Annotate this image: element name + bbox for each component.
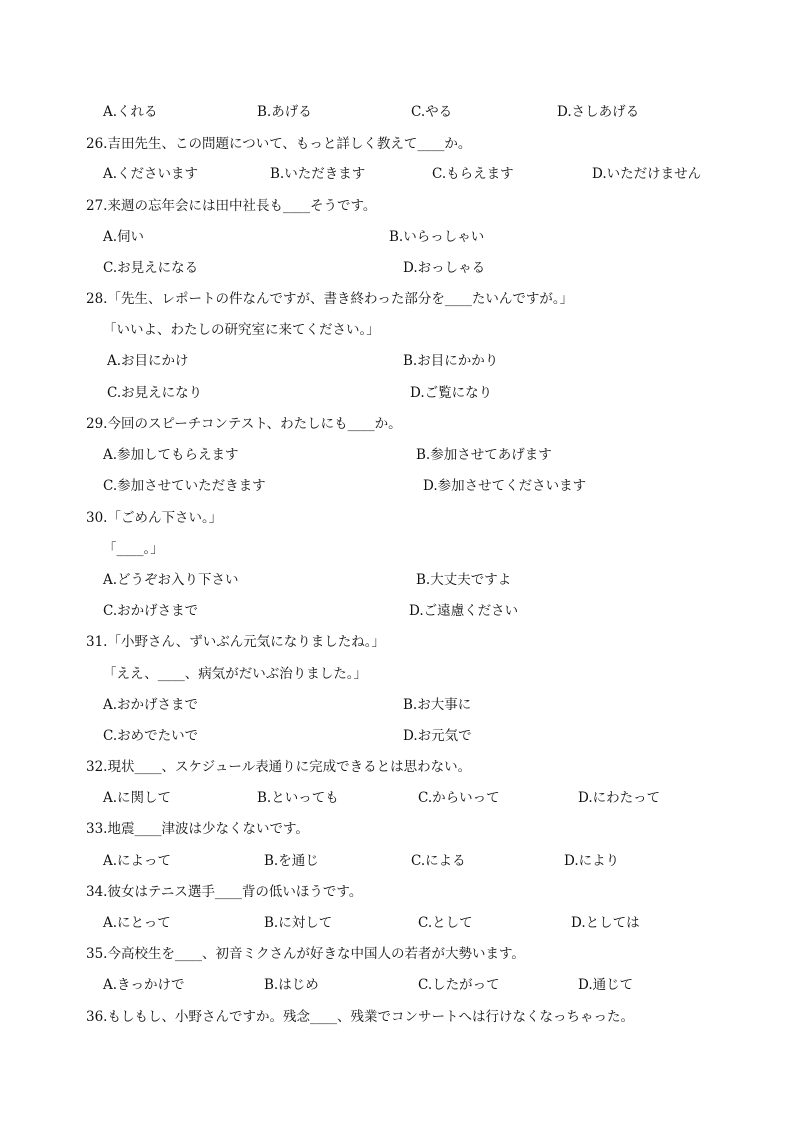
q26-stem: 26.吉田先生、この問題について、もっと詳しく教えて____か。	[86, 136, 472, 152]
q32-option-a: A.に関して	[103, 790, 172, 806]
q28-dialogue-line: 「いいよ、わたしの研究室に来てください。」	[103, 322, 380, 338]
q27-option-b: B.いらっしゃい	[389, 229, 485, 245]
q25-option-c: C.やる	[411, 104, 453, 120]
q33-stem: 33.地震____津波は少なくないです。	[86, 821, 309, 837]
q26-option-a: A.くださいます	[103, 166, 199, 182]
q33-option-a: A.によって	[103, 853, 172, 869]
q33-option-c: C.による	[411, 853, 466, 869]
q27-stem: 27.来週の忘年会には田中社長も____そうです。	[86, 198, 377, 214]
q25-option-b: B.あげる	[257, 104, 312, 120]
q30-option-b: B.大丈夫ですよ	[416, 572, 512, 588]
q35-option-a: A.きっかけで	[103, 977, 185, 993]
q30-option-a: A.どうぞお入り下さい	[103, 572, 239, 588]
q33-option-b: B.を通じ	[264, 853, 319, 869]
q32-option-d: D.にわたって	[578, 790, 661, 806]
q32-option-b: B.といっても	[257, 790, 339, 806]
q35-option-c: C.したがって	[418, 977, 500, 993]
q31-option-c: C.おめでたいで	[103, 728, 199, 744]
q28-option-c: C.お見えになり	[107, 385, 203, 401]
q30-stem: 30.「ごめん下さい。」	[86, 510, 223, 526]
q34-option-d: D.としては	[571, 915, 640, 931]
q32-option-c: C.からいって	[418, 790, 500, 806]
q26-option-b: B.いただきます	[270, 166, 366, 182]
q32-stem: 32.現状____、スケジュール表通りに完成できるとは思わない。	[86, 759, 472, 775]
q34-option-c: C.として	[418, 915, 473, 931]
q36-stem: 36.もしもし、小野さんですか。残念____、残業でコンサートへは行けなくなっちゃった。	[86, 1009, 634, 1025]
q34-option-a: A.にとって	[103, 915, 171, 931]
q29-option-d: D.参加させてくださいます	[423, 478, 587, 494]
q25-option-a: A.くれる	[103, 104, 158, 120]
q31-stem: 31.「小野さん、ずいぶん元気になりましたね。」	[86, 634, 386, 650]
q29-option-c: C.参加させていただきます	[103, 478, 266, 494]
q30-option-c: C.おかげさまで	[103, 603, 199, 619]
q35-option-b: B.はじめ	[264, 977, 319, 993]
q27-option-c: C.お見えになる	[103, 260, 199, 276]
q33-option-d: D.により	[564, 853, 620, 869]
q28-option-a: A.お目にかけ	[107, 353, 189, 369]
q34-option-b: B.に対して	[264, 915, 333, 931]
q28-stem: 28.「先生、レポートの件なんですが、書き終わった部分を____たいんですが。」	[86, 291, 574, 307]
q28-option-b: B.お目にかかり	[403, 353, 499, 369]
q31-dialogue-line: 「ええ、____、病気がだいぶ治りました。」	[103, 666, 368, 682]
q35-stem: 35.今高校生を____、初音ミクさんが好きな中国人の若者が大勢います。	[86, 946, 525, 962]
q28-option-d: D.ご覧になり	[410, 385, 493, 401]
q31-option-a: A.おかげさまで	[103, 697, 199, 713]
q29-option-a: A.参加してもらえます	[103, 447, 239, 463]
q29-stem: 29.今回のスピーチコンテスト、わたしにも____か。	[86, 416, 402, 432]
q30-dialogue-line: 「____。」	[103, 541, 164, 557]
q27-option-a: A.伺い	[103, 229, 145, 245]
q30-option-d: D.ご遠慮ください	[409, 603, 519, 619]
q34-stem: 34.彼女はテニス選手____背の低いほうです。	[86, 884, 363, 900]
q31-option-d: D.お元気で	[403, 728, 472, 744]
q27-option-d: D.おっしゃる	[403, 260, 486, 276]
q29-option-b: B.参加させてあげます	[416, 447, 552, 463]
q26-option-c: C.もらえます	[432, 166, 514, 182]
q35-option-d: D.通じて	[578, 977, 634, 993]
q26-option-d: D.いただけません	[592, 166, 702, 182]
q31-option-b: B.お大事に	[403, 697, 472, 713]
q25-option-d: D.さしあげる	[557, 104, 640, 120]
